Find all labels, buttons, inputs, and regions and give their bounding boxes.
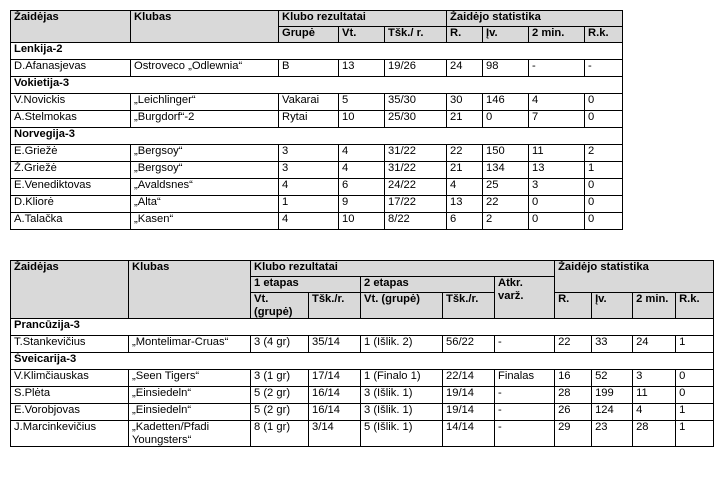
header-points: Tšk./ r. [385, 27, 447, 43]
table-cell: 21 [447, 111, 483, 128]
table-cell: 30 [447, 94, 483, 111]
table-cell: 146 [483, 94, 529, 111]
table-cell: 22 [447, 145, 483, 162]
header-group: Grupė [279, 27, 339, 43]
table-cell: 11 [529, 145, 585, 162]
header-jv: Įv. [483, 27, 529, 43]
table-cell: 5 (2 gr) [251, 387, 309, 404]
table-cell: A.Stelmokas [11, 111, 131, 128]
table-cell: „Avaldsnes“ [131, 179, 279, 196]
section-country: Lenkija-2 [11, 43, 623, 60]
table-row [11, 387, 714, 404]
table-cell: 31/22 [385, 162, 447, 179]
section-country: Vokietija-3 [11, 77, 623, 94]
table-cell: - [495, 336, 555, 353]
header-jv: Įv. [592, 293, 633, 319]
header-stage-1: 1 etapas [251, 277, 361, 293]
table-cell: 1 [676, 404, 714, 421]
header-stage2-wins: Vt. (grupė) [361, 293, 443, 319]
table-cell: V.Novickis [11, 94, 131, 111]
table-cell: 4 [447, 179, 483, 196]
table-cell: - [495, 387, 555, 404]
table-row [11, 370, 714, 387]
table-1 [10, 10, 623, 230]
table-cell: 124 [592, 404, 633, 421]
header-club: Klubas [131, 11, 279, 43]
table-cell: 52 [592, 370, 633, 387]
header-2min: 2 min. [633, 293, 676, 319]
table-row [11, 213, 623, 230]
table-2-body [11, 319, 714, 447]
table-cell: A.Talačka [11, 213, 131, 230]
table-row [11, 111, 623, 128]
table-row [11, 336, 714, 353]
table-cell: 0 [585, 179, 623, 196]
table-cell: T.Stankevičius [11, 336, 129, 353]
table-cell: 29 [555, 421, 592, 447]
table-cell: 25 [483, 179, 529, 196]
table-cell: 134 [483, 162, 529, 179]
table-cell: 1 [279, 196, 339, 213]
header-club-results: Klubo rezultatai [251, 261, 555, 277]
header-stage-2: 2 etapas [361, 277, 495, 293]
table-cell: 3 (Išlik. 1) [361, 404, 443, 421]
table-row [11, 196, 623, 213]
table-cell: 25/30 [385, 111, 447, 128]
table-row [11, 60, 623, 77]
table-cell: „Burgdorf“-2 [131, 111, 279, 128]
table-cell: 0 [483, 111, 529, 128]
table-cell: 4 [279, 213, 339, 230]
table-cell: 10 [339, 213, 385, 230]
table-cell: E.Griežė [11, 145, 131, 162]
table-cell: 11 [633, 387, 676, 404]
table-cell: - [585, 60, 623, 77]
section-country: Šveicarija-3 [11, 353, 714, 370]
table-cell: - [495, 421, 555, 447]
header-atkr: Atkr. varž. [495, 277, 555, 319]
table-cell: Ž.Griežė [11, 162, 131, 179]
table-cell: Finalas [495, 370, 555, 387]
table-cell: 0 [585, 111, 623, 128]
table-cell: 0 [676, 370, 714, 387]
table-cell: 13 [529, 162, 585, 179]
table-cell: 3 [633, 370, 676, 387]
section-country: Norvegija-3 [11, 128, 623, 145]
table-1-body [11, 43, 623, 230]
table-cell: 8/22 [385, 213, 447, 230]
table-cell: 0 [585, 94, 623, 111]
table-cell: 1 [676, 421, 714, 447]
table-cell: 6 [339, 179, 385, 196]
table-cell: 4 [339, 145, 385, 162]
table-cell: 0 [676, 387, 714, 404]
table-cell: 19/26 [385, 60, 447, 77]
table-2 [10, 260, 714, 447]
table-cell: 17/14 [309, 370, 361, 387]
table-cell: 19/14 [443, 387, 495, 404]
table-cell: V.Klimčiauskas [11, 370, 129, 387]
table-cell: 21 [447, 162, 483, 179]
table-cell: 4 [339, 162, 385, 179]
table-cell: 1 (Išlik. 2) [361, 336, 443, 353]
table-cell: 3 (4 gr) [251, 336, 309, 353]
table-cell: 17/22 [385, 196, 447, 213]
table-row [11, 145, 623, 162]
table-cell: 3 [279, 145, 339, 162]
table-cell: 5 (Išlik. 1) [361, 421, 443, 447]
table-cell: 28 [633, 421, 676, 447]
table-cell: Vakarai [279, 94, 339, 111]
table-cell: 5 [339, 94, 385, 111]
header-stage1-points: Tšk./r. [309, 293, 361, 319]
table-cell: „Montelimar-Cruas“ [129, 336, 251, 353]
table-cell: 24 [633, 336, 676, 353]
table-cell: 19/14 [443, 404, 495, 421]
table-cell: 22/14 [443, 370, 495, 387]
table-cell: Rytai [279, 111, 339, 128]
table-cell: 16/14 [309, 404, 361, 421]
table-cell: „Bergsoy“ [131, 162, 279, 179]
table-cell: 13 [447, 196, 483, 213]
table-cell: 3 (Išlik. 1) [361, 387, 443, 404]
table-cell: 35/14 [309, 336, 361, 353]
table-cell: Ostroveco „Odlewnia“ [131, 60, 279, 77]
header-player: Žaidėjas [11, 11, 131, 43]
section-row [11, 77, 623, 94]
table-cell: 0 [529, 213, 585, 230]
section-row [11, 43, 623, 60]
table-cell: 8 (1 gr) [251, 421, 309, 447]
header-2min: 2 min. [529, 27, 585, 43]
section-row [11, 353, 714, 370]
table-cell: „Alta“ [131, 196, 279, 213]
table-cell: J.Marcinkevičius [11, 421, 129, 447]
table-cell: „Einsiedeln“ [129, 387, 251, 404]
table-cell: 0 [529, 196, 585, 213]
table-cell: 199 [592, 387, 633, 404]
header-rk: R.k. [585, 27, 623, 43]
header-player-stats: Žaidėjo statistika [447, 11, 623, 27]
table-cell: 33 [592, 336, 633, 353]
table-cell: „Bergsoy“ [131, 145, 279, 162]
table-cell: 1 (Finalo 1) [361, 370, 443, 387]
section-row [11, 128, 623, 145]
table-cell: 0 [585, 196, 623, 213]
table-cell: 35/30 [385, 94, 447, 111]
table-cell: 150 [483, 145, 529, 162]
header-r: R. [447, 27, 483, 43]
table-cell: 31/22 [385, 145, 447, 162]
table-cell: E.Vorobjovas [11, 404, 129, 421]
table-cell: 5 (2 gr) [251, 404, 309, 421]
table-cell: 6 [447, 213, 483, 230]
table-cell: 3 (1 gr) [251, 370, 309, 387]
table-cell: D.Afanasjevas [11, 60, 131, 77]
table-cell: 56/22 [443, 336, 495, 353]
table-cell: 9 [339, 196, 385, 213]
header-rk: R.k. [676, 293, 714, 319]
table-cell: 4 [633, 404, 676, 421]
table-cell: 22 [555, 336, 592, 353]
table-cell: „Kasen“ [131, 213, 279, 230]
table-cell: 24/22 [385, 179, 447, 196]
header-wins: Vt. [339, 27, 385, 43]
table-cell: 26 [555, 404, 592, 421]
table-cell: 28 [555, 387, 592, 404]
table-cell: - [495, 404, 555, 421]
table-cell: 2 [483, 213, 529, 230]
header-stage2-points: Tšk./r. [443, 293, 495, 319]
section-row [11, 319, 714, 336]
table-cell: 3/14 [309, 421, 361, 447]
table-cell: 13 [339, 60, 385, 77]
table-row [11, 162, 623, 179]
table-cell: 4 [529, 94, 585, 111]
table-cell: 1 [676, 336, 714, 353]
table-cell: 16/14 [309, 387, 361, 404]
table-cell: D.Kliorė [11, 196, 131, 213]
table-cell: S.Plėta [11, 387, 129, 404]
table-cell: 3 [279, 162, 339, 179]
table-cell: 0 [585, 213, 623, 230]
table-cell: - [529, 60, 585, 77]
table-cell: „Seen Tigers“ [129, 370, 251, 387]
table-row [11, 404, 714, 421]
table-cell: „Einsiedeln“ [129, 404, 251, 421]
table-row [11, 421, 714, 447]
table-row [11, 94, 623, 111]
table-cell: 4 [279, 179, 339, 196]
table-cell: 3 [529, 179, 585, 196]
table-cell: 1 [585, 162, 623, 179]
table-cell: „Leichlinger“ [131, 94, 279, 111]
header-club-results: Klubo rezultatai [279, 11, 447, 27]
table-cell: 22 [483, 196, 529, 213]
section-country: Prancūzija-3 [11, 319, 714, 336]
table-cell: „Kadetten/Pfadi Youngsters“ [129, 421, 251, 447]
table-cell: E.Venediktovas [11, 179, 131, 196]
header-club: Klubas [129, 261, 251, 319]
table-row [11, 179, 623, 196]
table-cell: 98 [483, 60, 529, 77]
table-cell: B [279, 60, 339, 77]
table-cell: 16 [555, 370, 592, 387]
table-cell: 2 [585, 145, 623, 162]
header-r: R. [555, 293, 592, 319]
table-cell: 10 [339, 111, 385, 128]
table-cell: 24 [447, 60, 483, 77]
header-player: Žaidėjas [11, 261, 129, 319]
table-cell: 14/14 [443, 421, 495, 447]
table-cell: 7 [529, 111, 585, 128]
table-cell: 23 [592, 421, 633, 447]
header-stage1-wins: Vt. (grupė) [251, 293, 309, 319]
header-player-stats: Žaidėjo statistika [555, 261, 714, 293]
